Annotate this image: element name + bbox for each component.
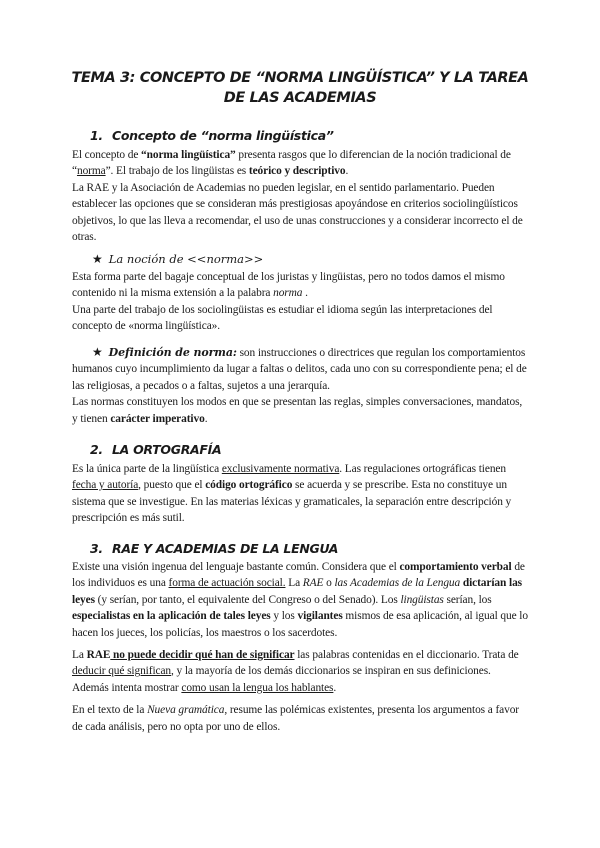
paragraph: ★ Definición de norma: son instrucciones o directrices que regulan los comportamientos humanos cuyo incumplimiento da lugar a faltas o delitos, cada uno con su correspondiente pena; el de las religiosas, a pecados o a faltas, sujetos a una jerarquía. [72,345,527,392]
section-title: RAE Y ACADEMIAS DE LA LENGUA [112,541,339,556]
subheading-nocion-norma [92,252,263,266]
section-1-definicion [72,344,528,427]
star-icon: ★ [92,345,103,359]
section-1-nocion [72,269,528,335]
section-title: LA ORTOGRAFÍA [112,442,222,457]
paragraph: La RAE no puede decidir qué han de significar las palabras contenidas en el diccionario. Trata de deducir qué significan, y la mayoría de los demás diccionarios se inspiran en sus definiciones. Además intenta mostrar como usan la lengua los hablantes. [72,649,519,694]
document-title: TEMA 3: CONCEPTO DE “NORMA LINGÜÍSTICA” Y LA TAREA DE LAS ACADEMIAS [71,70,529,106]
paragraph: Las normas constituyen los modos en que se presentan las reglas, simples conversaciones, mandatos, y tienen carácter imperativo. [72,396,523,425]
section-3-body [72,559,528,735]
section-3-heading [90,541,338,556]
paragraph: Esta forma parte del bagaje conceptual de los juristas y lingüistas, pero no todos damos el mismo contenido ni la misma extensión a la palabra norma . [72,271,505,300]
section-number: 2. [90,442,103,457]
section-number: 3. [90,541,103,556]
paragraph: Es la única parte de la lingüística exclusivamente normativa. Las regulaciones ortográficas tienen fecha y autoría, puesto que el código ortográfico se acuerda y se prescribe. Esta no constituye un sistema que se investigue. En las materias léxicas y gramaticales, la separación entre descripción y prescripción es más sutil. [72,463,512,525]
paragraph: Existe una visión ingenua del lenguaje bastante común. Considera que el comportamiento verbal de los individuos es una forma de actuación social. La RAE o las Academias de la Lengua dictarían las leyes (y serían, por tanto, el equivalente del Congreso o del Senado). Los lingüistas serían, los especialistas en la aplicación de tales leyes y los vigilantes mismos de esa aplicación, al igual que lo hacen los jueces, los policías, los maestros o los sacerdotes. [72,561,528,639]
paragraph: Una parte del trabajo de los sociolingüistas es estudiar el idioma según las interpretaciones del concepto de «norma lingüística». [72,303,493,333]
paragraph: El concepto de “norma lingüística” presenta rasgos que lo diferencian de la noción tradicional de “norma”. El trabajo de los lingüistas es teórico y descriptivo. [72,149,511,178]
section-2-body [72,461,528,527]
section-1-heading [90,128,334,143]
section-2-heading [90,442,221,457]
section-title: Concepto de “norma lingüística” [112,128,334,143]
paragraph: En el texto de la Nueva gramática, resume las polémicas existentes, presenta los argumentos a favor de cada análisis, pero no opta por uno de ellos. [72,704,519,733]
subheading-text: La noción de <<norma>> [108,252,264,266]
paragraph: La RAE y la Asociación de Academias no pueden legislar, en el sentido parlamentario. Pueden establecer las opciones que se consideran más prestigiosas apoyándose en criterios sociolingüísticos objetivos, lo que las lleva a recomendar, el uso de unas construcciones y a considerar incorrecto el de otras. [72,181,523,244]
section-1-intro [72,147,528,245]
star-icon: ★ [92,252,103,266]
section-number: 1. [90,128,103,143]
subheading-text: Definición de norma: [108,346,237,359]
